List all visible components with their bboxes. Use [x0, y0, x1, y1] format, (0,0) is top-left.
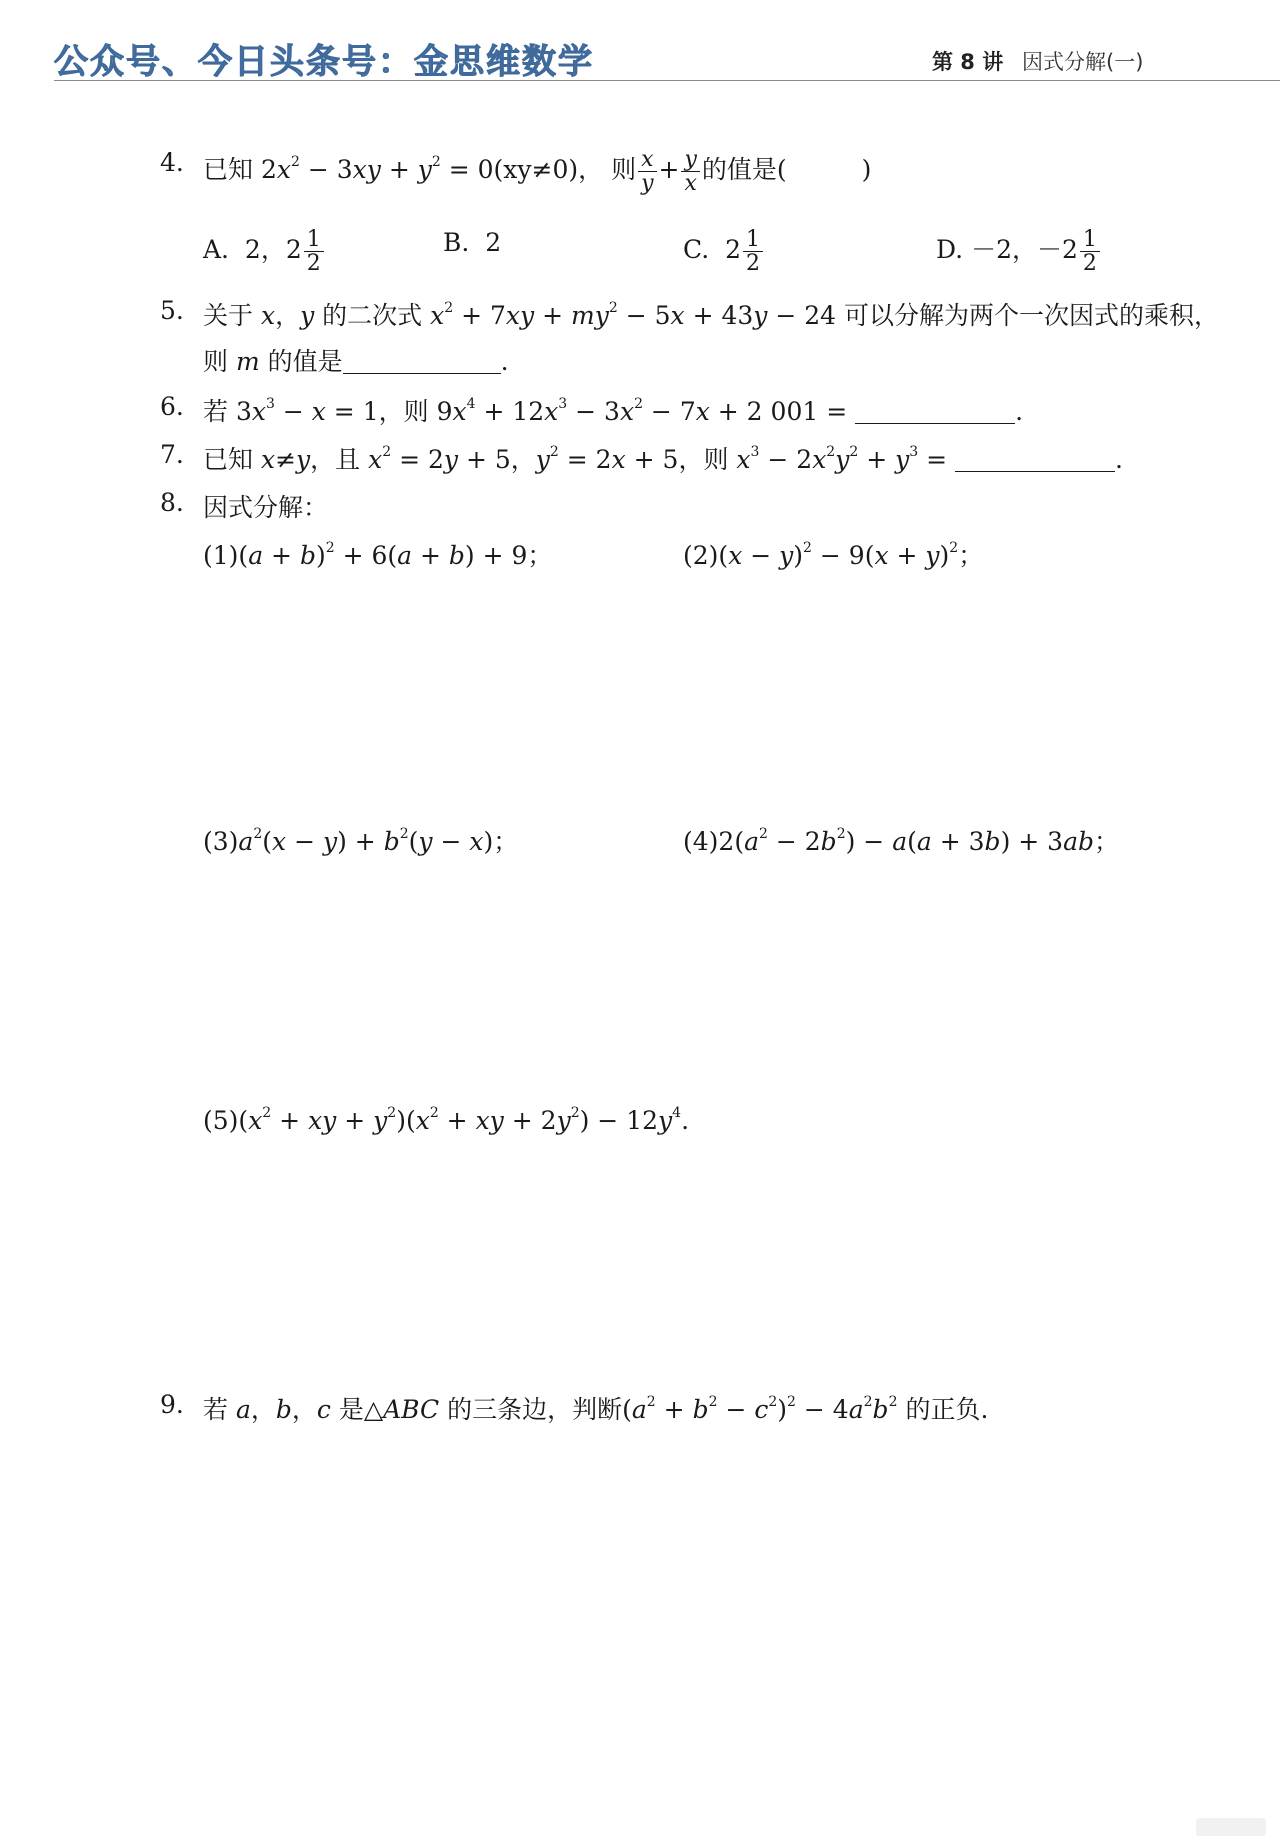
q4-option-c: C. 2 $\frac{1}{2}$ [683, 228, 765, 275]
q7-number: 7. [160, 440, 184, 469]
q7-stem: 已知 x≠y，且 $x^2 = 2y + 5$，$y^2 = 2x + 5$，则 $x^3 - 2x^2y^2 + y^3$ = . [203, 444, 1123, 474]
q8-part-3: $(3)a^2(x - y) + b^2(y - x)$； [203, 826, 519, 856]
q6-stem: 若 $3x^3 - x = 1$，则 $9x^4 + 12x^3 - 3x^2 - 7x + 2$ 001 = . [203, 396, 1024, 426]
q4-number: 4. [160, 148, 184, 177]
q9-stem: 若 a，b，c 是△ABC 的三条边，判断$(a^2 + b^2 - c^2)^2 - 4a^2b^2$ 的正负. [203, 1394, 989, 1424]
q7-answer-blank[interactable] [955, 445, 1115, 472]
lecture-topic: 因式分解(一) [1022, 50, 1144, 74]
q8-part-2: $(2)(x - y)^2 - 9(x + y)^2$； [683, 540, 984, 570]
scan-artifact [1196, 1818, 1266, 1836]
q4-stem: 已知 $2x^2 - 3xy + y^2 = 0(xy\ne 0)$， 则 $\frac{x}{y}$ + $\frac{y}{x}$ 的值是( ) [203, 147, 872, 197]
q8-part-4: $(4)2(a^2 - 2b^2) - a(a + 3b) + 3ab$； [683, 826, 1119, 856]
lecture-number: 第 8 讲 [932, 50, 1004, 74]
q5-answer-blank[interactable] [343, 347, 501, 374]
brand-watermark: 公众号、今日头条号：金思维数学 [54, 42, 594, 82]
q4-option-a: A. 2，2 $\frac{1}{2}$ [203, 228, 326, 275]
q8-number: 8. [160, 488, 184, 517]
q8-part-5: $(5)(x^2$ + xy + $y^2)(x^2$ + xy + $2y^2) - 12y^4$. [203, 1105, 690, 1135]
q4-option-b: B. 2 [443, 228, 502, 257]
q4-option-d: D. －2，－2 $\frac{1}{2}$ [936, 228, 1102, 275]
q5-stem-line1: 关于 x，y 的二次式 $x^2 + 7xy + my^2 - 5x + 43y - 24$ 可以分解为两个一次因式的乘积， [203, 300, 1220, 330]
q5-stem-line2: 则 m 的值是 . [203, 347, 509, 376]
q6-number: 6. [160, 392, 184, 421]
q8-title: 因式分解： [203, 493, 329, 522]
q9-number: 9. [160, 1390, 184, 1419]
header-rule [54, 80, 1280, 81]
q6-answer-blank[interactable] [855, 397, 1015, 424]
q5-number: 5. [160, 296, 184, 325]
q8-part-1: $(1)(a + b)^2 + 6(a + b) + 9$； [203, 540, 553, 570]
